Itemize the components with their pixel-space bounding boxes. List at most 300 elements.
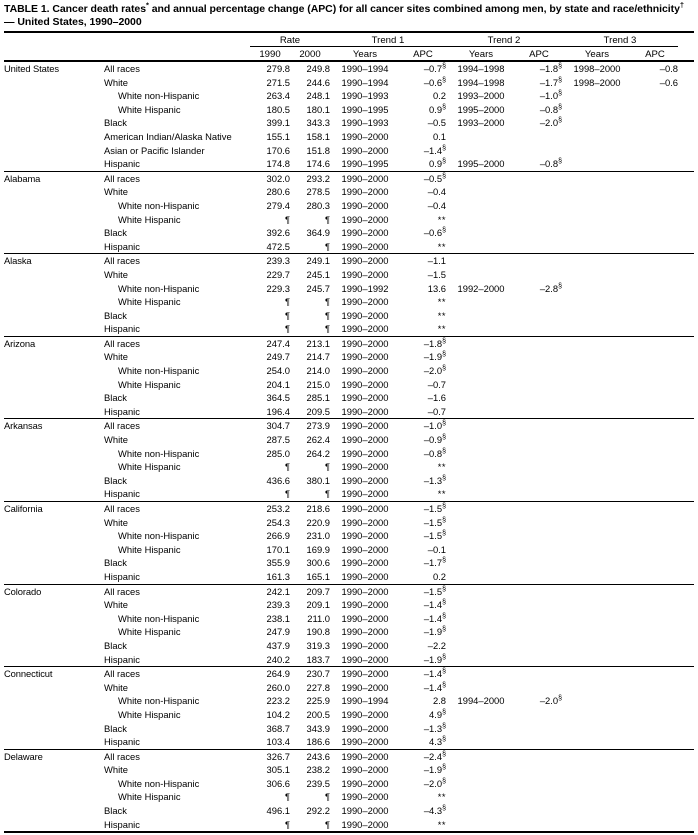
trend1-apc-cell: –1.9§ — [423, 653, 446, 665]
row-right-spacer — [678, 103, 694, 117]
row-right-spacer — [678, 157, 694, 171]
trend2-apc-cell — [516, 433, 562, 447]
trend1-apc-cell: 0.9§ — [429, 158, 446, 170]
state-blank-cell — [4, 460, 104, 474]
trend3-years-cell — [562, 516, 632, 530]
table-row — [4, 309, 694, 323]
state-blank-cell — [4, 543, 104, 557]
row-right-spacer — [678, 405, 694, 419]
trend3-years-cell — [562, 790, 632, 804]
rate-1990-cell: 247.9 — [266, 626, 290, 638]
table-row — [4, 804, 694, 818]
trend2-apc-cell — [516, 350, 562, 364]
rate-2000-cell: 343.3 — [306, 117, 330, 129]
trend3-years-cell — [562, 722, 632, 736]
trend2-apc-cell — [516, 681, 562, 695]
significance-marker: § — [442, 447, 446, 455]
race-label-cell: White — [104, 268, 128, 280]
rate-1990-cell: 472.5 — [266, 240, 290, 252]
trend2-apc-cell — [516, 322, 562, 336]
rate-2000-cell: ¶ — [324, 213, 330, 225]
rate-1990-cell: 279.8 — [266, 63, 290, 74]
trend1-apc-cell: 0.2 — [432, 570, 446, 582]
state-blank-cell — [4, 529, 104, 543]
trend3-apc-cell — [632, 639, 678, 653]
rate-1990-cell: ¶ — [284, 791, 290, 803]
significance-marker: § — [442, 750, 446, 758]
state-blank-cell — [4, 322, 104, 336]
race-label-cell: White non-Hispanic — [118, 365, 200, 377]
rate-2000-cell: 364.9 — [306, 227, 330, 239]
rate-1990-cell: 260.0 — [266, 681, 290, 693]
trend1-apc-cell: –1.9§ — [423, 764, 446, 776]
row-right-spacer — [678, 763, 694, 777]
row-right-spacer — [678, 694, 694, 708]
rate-2000-cell: 213.1 — [306, 337, 330, 349]
trend1-years-cell: 1990–2000 — [341, 365, 389, 377]
rate-1990-cell: 254.0 — [266, 365, 290, 377]
trend1-years-cell: 1990–2000 — [341, 681, 389, 693]
race-label-cell: White Hispanic — [118, 626, 181, 638]
row-right-spacer — [678, 199, 694, 213]
row-right-spacer — [678, 62, 694, 76]
state-name-cell: Connecticut — [4, 668, 53, 680]
trend1-apc-cell: –1.4§ — [423, 668, 446, 680]
trend1-years-cell: 1990–2000 — [341, 488, 389, 500]
race-label-cell: Black — [104, 557, 127, 569]
trend2-apc-cell — [516, 543, 562, 557]
trend2-years-cell — [446, 130, 516, 144]
row-right-spacer — [678, 612, 694, 626]
trend3-years-cell — [562, 172, 632, 186]
table-row — [4, 667, 694, 681]
rate-1990-cell: 249.7 — [266, 351, 290, 363]
trend3-apc-cell — [632, 585, 678, 599]
trend3-apc-cell — [632, 116, 678, 130]
state-blank-cell — [4, 378, 104, 392]
race-label-cell: White Hispanic — [118, 461, 181, 473]
trend1-years-cell: 1990–2000 — [341, 736, 389, 748]
state-name-cell: United States — [4, 63, 59, 74]
trend3-apc-cell — [632, 487, 678, 501]
trend3-years-cell — [562, 529, 632, 543]
trend3-years-cell — [562, 750, 632, 764]
trend3-years-cell: 1998–2000 — [573, 76, 621, 88]
rate-1990-cell: 254.3 — [266, 516, 290, 528]
trend3-years-cell — [562, 556, 632, 570]
row-right-spacer — [678, 350, 694, 364]
significance-marker: § — [442, 557, 446, 565]
not-calculable-marker: ** — [437, 296, 446, 308]
table-row — [4, 543, 694, 557]
trend3-apc-cell — [632, 735, 678, 749]
trend1-apc-cell — [400, 309, 446, 323]
table-body — [4, 61, 694, 833]
trend1-apc-cell: –1.5§ — [423, 502, 446, 514]
trend2-years-cell — [446, 667, 516, 681]
table-row — [4, 62, 694, 76]
rate-2000-cell: 180.1 — [306, 103, 330, 115]
trend2-years-cell — [446, 529, 516, 543]
row-right-spacer — [678, 681, 694, 695]
row-right-spacer — [678, 337, 694, 351]
trend1-apc-cell: 2.8 — [432, 695, 446, 707]
table-row — [4, 226, 694, 240]
row-right-spacer — [678, 433, 694, 447]
state-blank-cell — [4, 185, 104, 199]
rate-2000-cell: 230.7 — [306, 668, 330, 680]
rate-2000-cell: 238.2 — [306, 764, 330, 776]
trend1-apc-cell: 0.2 — [432, 90, 446, 102]
trend1-years-cell: 1990–2000 — [341, 557, 389, 569]
trend2-apc-cell — [516, 378, 562, 392]
trend2-years-cell — [446, 502, 516, 516]
state-name-cell: Colorado — [4, 585, 42, 597]
rate-2000-cell: 169.9 — [306, 543, 330, 555]
trend3-apc-cell — [632, 681, 678, 695]
row-right-spacer — [678, 364, 694, 378]
trend1-apc-cell: 13.6 — [427, 282, 446, 294]
trend2-years-cell — [446, 419, 516, 433]
row-right-spacer — [678, 378, 694, 392]
state-blank-cell — [4, 570, 104, 584]
significance-marker: § — [442, 626, 446, 634]
rate-2000-cell: 293.2 — [306, 172, 330, 184]
trend1-years-cell: 1990–2000 — [341, 296, 389, 308]
trend2-apc-cell — [516, 226, 562, 240]
table-row — [4, 337, 694, 351]
trend3-years-cell — [562, 474, 632, 488]
state-blank-cell — [4, 447, 104, 461]
row-right-spacer — [678, 543, 694, 557]
trend2-apc-cell — [516, 172, 562, 186]
row-right-spacer — [678, 240, 694, 254]
rate-1990-cell: 264.9 — [266, 668, 290, 680]
rate-1990-cell: ¶ — [284, 461, 290, 473]
table-row — [4, 295, 694, 309]
trend1-apc-cell: –1.7§ — [423, 557, 446, 569]
trend2-apc-cell — [516, 804, 562, 818]
table-row — [4, 735, 694, 749]
trend1-apc-cell — [400, 487, 446, 501]
trend3-years-cell — [562, 585, 632, 599]
state-blank-cell — [4, 474, 104, 488]
race-label-cell: White — [104, 681, 128, 693]
trend2-apc-cell — [516, 625, 562, 639]
significance-marker: § — [558, 282, 562, 290]
trend1-apc-cell: –0.6§ — [423, 227, 446, 239]
table-row — [4, 722, 694, 736]
state-blank-cell — [4, 309, 104, 323]
rate-2000-cell: 186.6 — [306, 736, 330, 748]
table-row — [4, 708, 694, 722]
race-label-cell: White non-Hispanic — [118, 612, 200, 624]
table-row — [4, 516, 694, 530]
trend2-years-cell — [446, 653, 516, 667]
row-right-spacer — [678, 722, 694, 736]
trend2-apc-cell — [516, 213, 562, 227]
title-text-post: — United States, 1990–2000 — [4, 16, 142, 28]
trend2-years-cell — [446, 474, 516, 488]
race-label-cell: Black — [104, 392, 127, 404]
trend3-years-cell — [562, 391, 632, 405]
trend2-apc-cell — [516, 447, 562, 461]
race-label-cell: White non-Hispanic — [118, 90, 200, 102]
trend1-apc-cell: –1.9§ — [423, 626, 446, 638]
race-label-cell: White non-Hispanic — [118, 447, 200, 459]
trend1-years-cell: 1990–2000 — [341, 268, 389, 280]
header-subcolumn-row — [4, 47, 694, 62]
trend1-apc-cell: 0.9§ — [429, 103, 446, 115]
rate-2000-cell: ¶ — [324, 240, 330, 252]
trend3-apc-cell — [632, 144, 678, 158]
rate-1990-cell: ¶ — [284, 309, 290, 321]
row-right-spacer — [678, 502, 694, 516]
significance-marker: § — [442, 433, 446, 441]
significance-marker: § — [442, 502, 446, 510]
rate-1990-cell: 223.2 — [266, 695, 290, 707]
state-blank-cell — [4, 694, 104, 708]
state-blank-cell — [4, 240, 104, 254]
race-label-cell: All races — [104, 172, 140, 184]
table-row — [4, 144, 694, 158]
race-label-cell: White Hispanic — [118, 296, 181, 308]
row-right-spacer — [678, 391, 694, 405]
row-right-spacer — [678, 172, 694, 186]
state-blank-cell — [4, 487, 104, 501]
trend3-years-cell — [562, 282, 632, 296]
rate-2000-cell: 231.0 — [306, 530, 330, 542]
trend1-years-cell: 1990–2000 — [341, 626, 389, 638]
trend3-years-cell — [562, 818, 632, 833]
trend3-years-cell — [562, 487, 632, 501]
trend2-years-cell — [446, 487, 516, 501]
trend2-apc-cell — [516, 337, 562, 351]
trend1-years-cell: 1990–1992 — [341, 282, 389, 294]
trend3-years-cell — [562, 447, 632, 461]
table-row — [4, 460, 694, 474]
trend1-apc-cell: 0.1 — [432, 130, 446, 142]
rate-2000-cell: 244.6 — [306, 76, 330, 88]
trend1-years-cell: 1990–2000 — [341, 722, 389, 734]
race-label-cell: White non-Hispanic — [118, 530, 200, 542]
trend1-apc-cell: –2.0§ — [423, 777, 446, 789]
rate-1990-cell: 155.1 — [266, 130, 290, 142]
race-label-cell: Hispanic — [104, 570, 140, 582]
state-blank-cell — [4, 639, 104, 653]
rate-2000-cell: 225.9 — [306, 695, 330, 707]
table-row — [4, 116, 694, 130]
race-label-cell: Black — [104, 227, 127, 239]
rate-1990-cell: 399.1 — [266, 117, 290, 129]
row-right-spacer — [678, 818, 694, 833]
trend3-years-cell — [562, 419, 632, 433]
trend1-years-cell: 1990–2000 — [341, 668, 389, 680]
trend1-years-cell: 1990–2000 — [341, 777, 389, 789]
rate-1990-cell: 247.4 — [266, 337, 290, 349]
trend2-years-cell — [446, 213, 516, 227]
trend3-apc-cell — [632, 213, 678, 227]
table-row — [4, 474, 694, 488]
trend1-apc-cell: –1.5§ — [423, 530, 446, 542]
rate-2000-cell: ¶ — [324, 323, 330, 335]
trend1-apc-cell — [400, 322, 446, 336]
trend3-apc-cell — [632, 447, 678, 461]
row-right-spacer — [678, 570, 694, 584]
header-trend1-apc: APC — [413, 49, 433, 60]
state-blank-cell — [4, 103, 104, 117]
race-label-cell: White non-Hispanic — [118, 777, 200, 789]
table-row — [4, 89, 694, 103]
table-row — [4, 818, 694, 833]
trend3-years-cell — [562, 502, 632, 516]
trend2-years-cell — [446, 722, 516, 736]
trend1-apc-cell: –0.5 — [427, 117, 446, 129]
trend2-apc-cell: –2.0§ — [539, 695, 562, 707]
rate-2000-cell: 245.1 — [306, 268, 330, 280]
race-label-cell: All races — [104, 668, 140, 680]
trend1-apc-cell: –2.0§ — [423, 364, 446, 377]
rate-2000-cell: 278.5 — [306, 186, 330, 198]
trend3-apc-cell — [632, 790, 678, 804]
trend2-years-cell — [446, 309, 516, 323]
header-race-label — [104, 47, 250, 62]
significance-marker: § — [558, 117, 562, 125]
table-row — [4, 585, 694, 599]
trend3-apc-cell — [632, 722, 678, 736]
row-right-spacer — [678, 185, 694, 199]
state-blank-cell — [4, 763, 104, 777]
race-label-cell: All races — [104, 420, 140, 432]
trend1-years-cell: 1990–2000 — [341, 708, 389, 720]
rate-2000-cell: 190.8 — [306, 626, 330, 638]
rate-1990-cell: ¶ — [284, 213, 290, 225]
trend2-years-cell — [446, 790, 516, 804]
rate-2000-cell: ¶ — [324, 818, 330, 830]
rate-1990-cell: 242.1 — [266, 585, 290, 597]
rate-1990-cell: 306.6 — [266, 777, 290, 789]
state-blank-cell — [4, 391, 104, 405]
trend1-years-cell: 1990–2000 — [341, 791, 389, 803]
trend3-apc-cell — [632, 516, 678, 530]
table-row — [4, 405, 694, 419]
significance-marker: § — [442, 764, 446, 772]
trend2-years-cell — [446, 516, 516, 530]
rate-1990-cell: 368.7 — [266, 722, 290, 734]
table-row — [4, 76, 694, 90]
trend1-apc-cell: 4.9§ — [429, 708, 446, 720]
trend2-years-cell — [446, 818, 516, 833]
not-calculable-marker: ** — [437, 791, 446, 803]
trend1-apc-cell: –1.5§ — [423, 585, 446, 597]
rate-2000-cell: 239.5 — [306, 777, 330, 789]
trend3-years-cell — [562, 598, 632, 612]
trend2-years-cell: 1993–2000 — [457, 117, 505, 129]
table-row — [4, 487, 694, 501]
trend2-years-cell — [446, 804, 516, 818]
rate-1990-cell: 161.3 — [266, 570, 290, 582]
rate-1990-cell: ¶ — [284, 488, 290, 500]
trend1-apc-cell: –0.7 — [427, 378, 446, 390]
trend3-years-cell — [562, 213, 632, 227]
trend2-apc-cell — [516, 790, 562, 804]
trend3-apc-cell — [632, 295, 678, 309]
trend2-apc-cell — [516, 460, 562, 474]
header-group-row — [4, 33, 694, 47]
row-right-spacer — [678, 708, 694, 722]
header-group-trend-2: Trend 2 — [446, 33, 562, 47]
rate-1990-cell: 355.9 — [266, 557, 290, 569]
trend3-years-cell — [562, 337, 632, 351]
rate-1990-cell: 304.7 — [266, 420, 290, 432]
rate-1990-cell: 287.5 — [266, 434, 290, 446]
table-row — [4, 172, 694, 186]
state-name-cell: Arizona — [4, 337, 36, 349]
trend1-years-cell: 1990–2000 — [341, 474, 389, 486]
trend3-apc-cell — [632, 268, 678, 282]
rate-2000-cell: 209.7 — [306, 585, 330, 597]
significance-marker: § — [442, 144, 446, 152]
trend2-years-cell — [446, 585, 516, 599]
state-blank-cell — [4, 282, 104, 296]
trend3-years-cell — [562, 144, 632, 158]
table-row — [4, 199, 694, 213]
trend1-years-cell: 1990–2000 — [341, 392, 389, 404]
trend3-apc-cell — [632, 240, 678, 254]
rate-2000-cell: 209.5 — [306, 405, 330, 417]
trend3-years-cell — [562, 763, 632, 777]
trend1-years-cell: 1990–1994 — [341, 76, 389, 88]
significance-marker: § — [442, 599, 446, 607]
trend2-years-cell: 1994–2000 — [457, 695, 505, 707]
trend2-apc-cell — [516, 585, 562, 599]
header-trend1-years: Years — [352, 49, 378, 60]
trend1-years-cell: 1990–2000 — [341, 240, 389, 252]
rate-2000-cell: 280.3 — [306, 199, 330, 211]
row-right-spacer — [678, 268, 694, 282]
significance-marker: § — [442, 681, 446, 689]
rate-1990-cell: 170.6 — [266, 144, 290, 156]
significance-marker: § — [442, 76, 446, 84]
trend2-years-cell — [446, 447, 516, 461]
rate-2000-cell: 218.6 — [306, 503, 330, 514]
significance-marker: § — [442, 516, 446, 524]
trend3-apc-cell — [632, 543, 678, 557]
trend2-apc-cell — [516, 144, 562, 158]
table-row — [4, 639, 694, 653]
trend1-apc-cell: –0.6§ — [423, 76, 446, 88]
table-row — [4, 254, 694, 268]
significance-marker: § — [442, 337, 446, 345]
state-blank-cell — [4, 722, 104, 736]
trend1-apc-cell: –0.7§ — [423, 62, 446, 74]
row-right-spacer — [678, 667, 694, 681]
trend1-years-cell: 1990–2000 — [341, 461, 389, 473]
trend2-apc-cell — [516, 474, 562, 488]
trend3-apc-cell — [632, 185, 678, 199]
trend1-apc-cell: –1.8§ — [423, 337, 446, 349]
significance-marker: § — [558, 76, 562, 84]
header-trend2-apc: APC — [529, 49, 549, 60]
row-right-spacer — [678, 282, 694, 296]
trend3-apc-cell — [632, 391, 678, 405]
trend2-years-cell — [446, 295, 516, 309]
trend3-apc-cell — [632, 309, 678, 323]
trend3-apc-cell — [632, 419, 678, 433]
rate-1990-cell: 104.2 — [266, 708, 290, 720]
state-name-cell: Delaware — [4, 750, 43, 762]
trend3-apc-cell — [632, 364, 678, 378]
